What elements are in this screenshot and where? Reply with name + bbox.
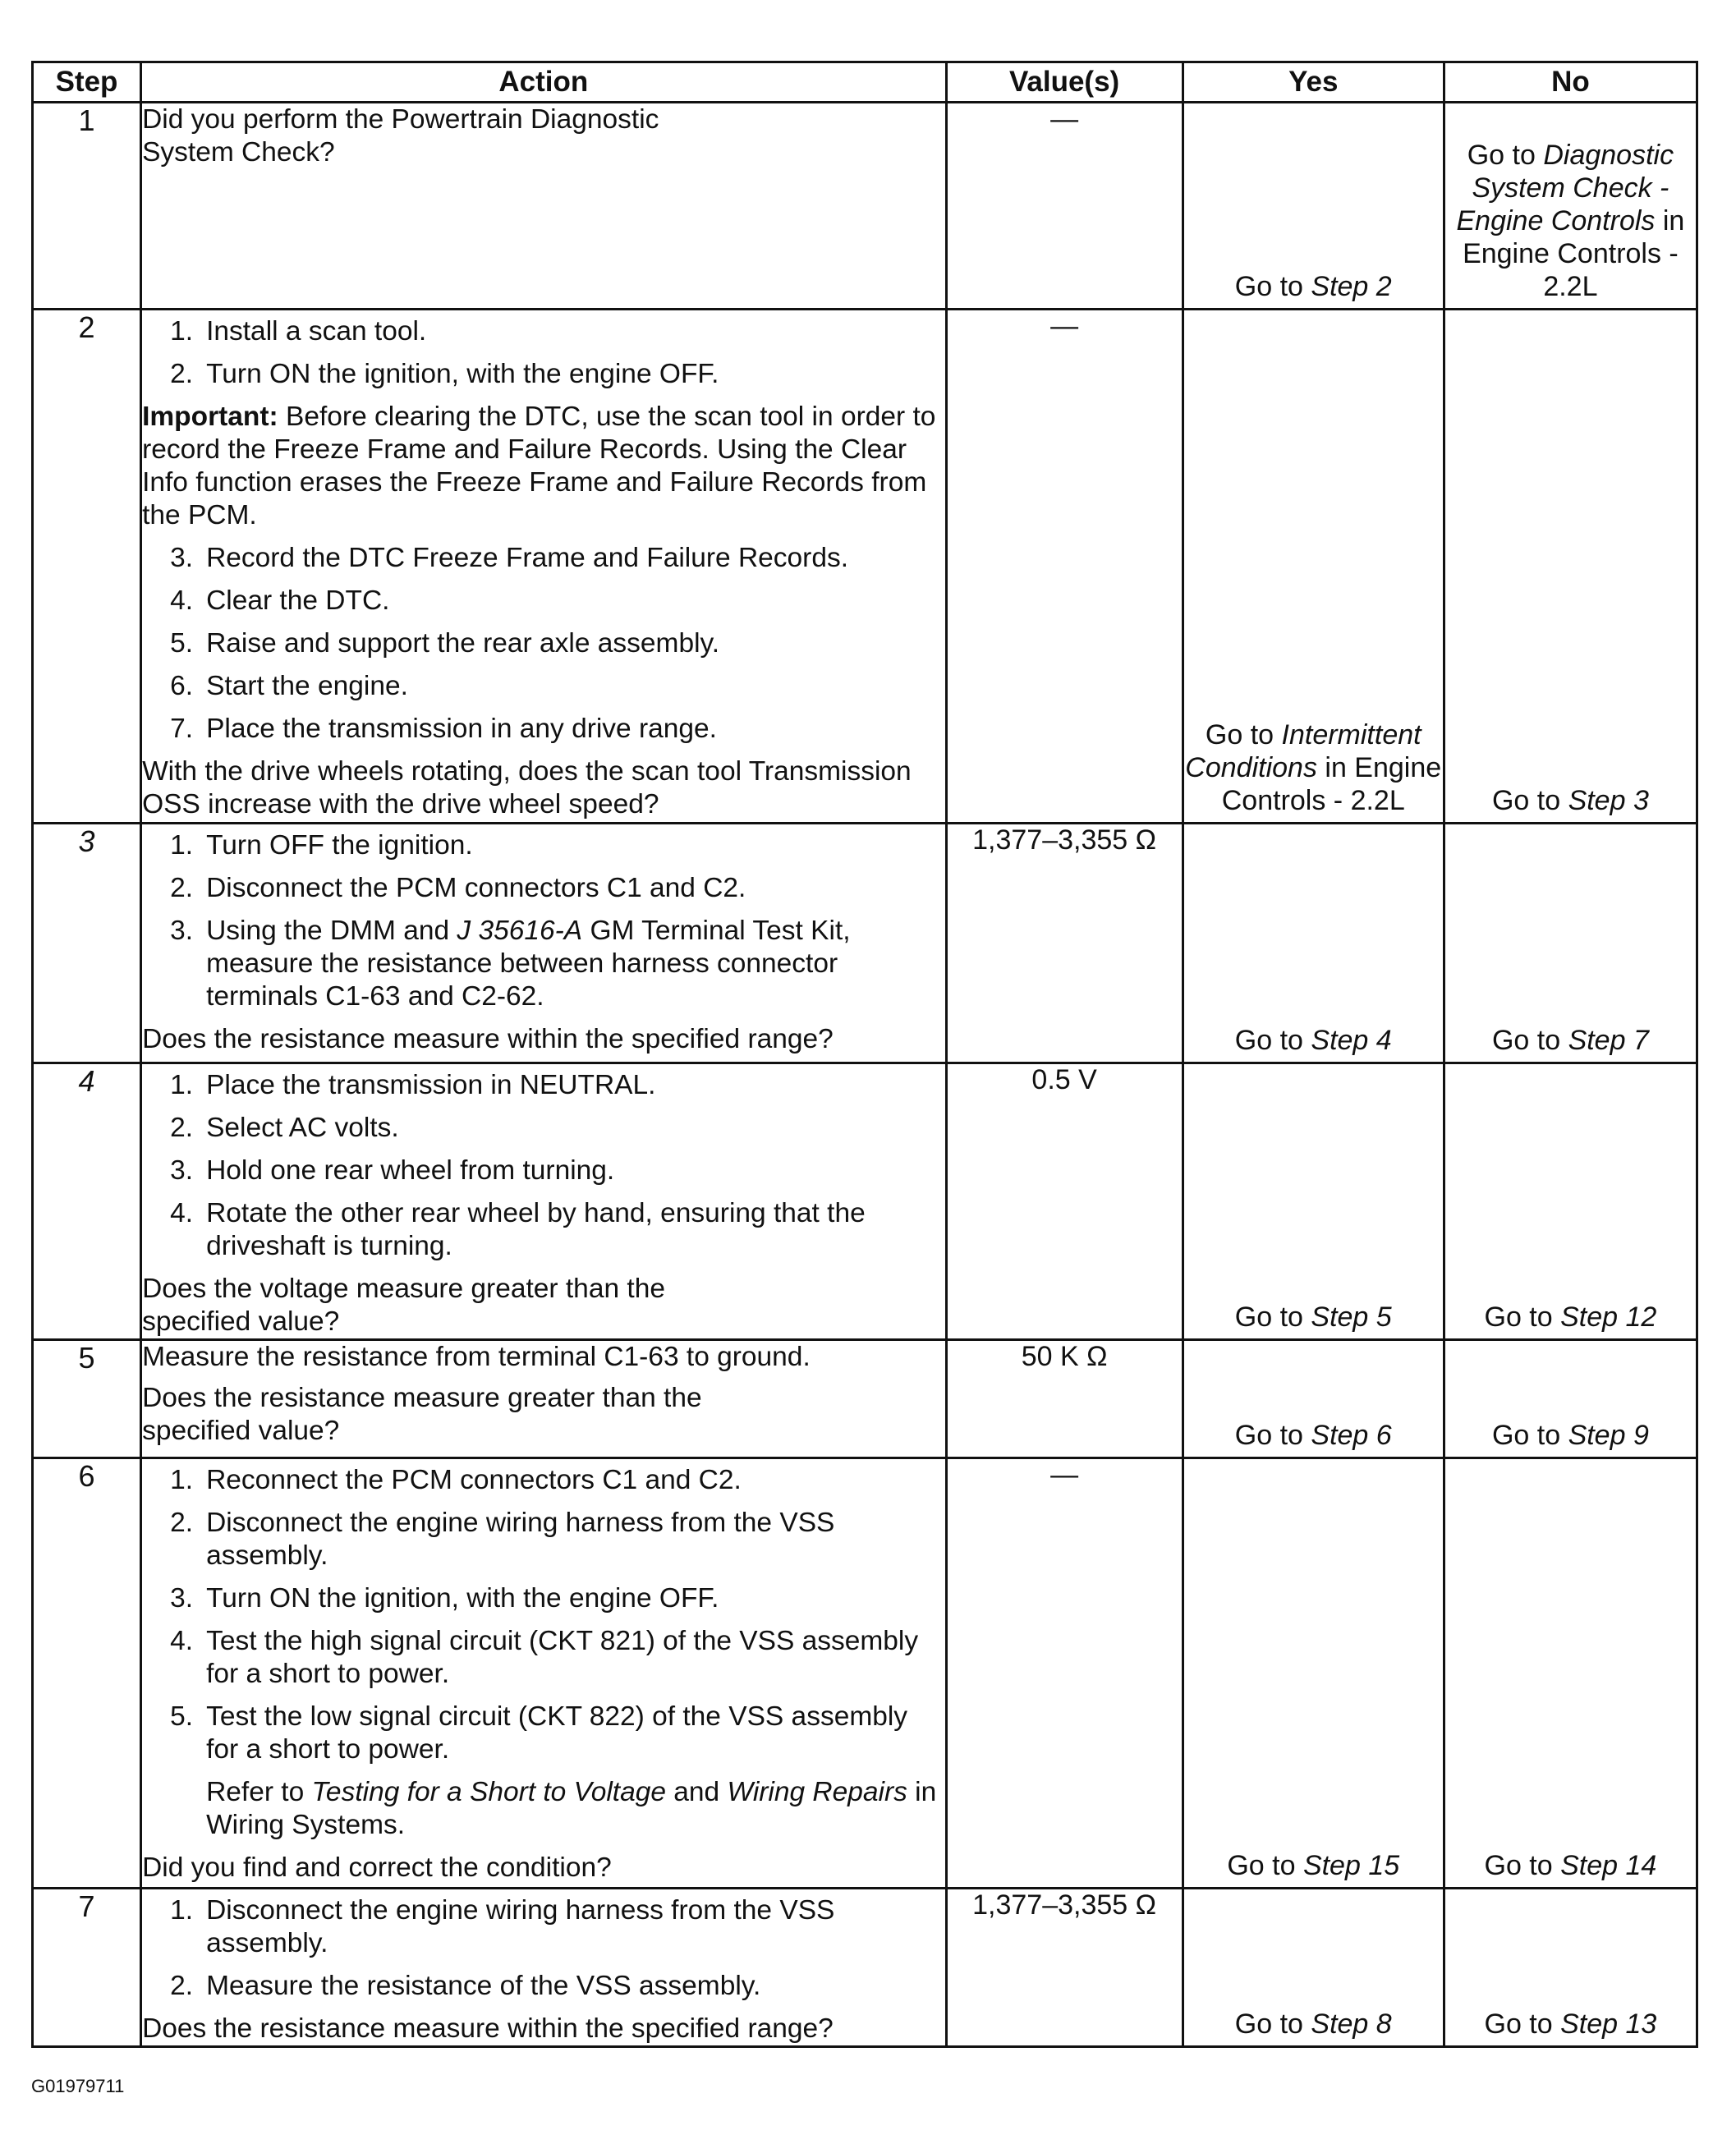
table-row-step-5	[33, 1340, 1697, 1458]
list-item: 7. Place the transmission in any drive range.	[170, 714, 717, 744]
important-note	[142, 401, 944, 532]
list-number: 1.	[170, 1465, 194, 1495]
list-number: 2.	[170, 359, 194, 389]
table-row-step-7	[33, 1889, 1697, 2047]
list-item: 2. Select AC volts.	[170, 1113, 399, 1143]
step-number: 6	[33, 1458, 141, 1889]
action-question: Did you find and correct the condition?	[142, 1852, 612, 1883]
yes-cell	[1183, 1889, 1444, 2047]
list-number: 1.	[170, 1895, 194, 1926]
no-cell	[1444, 1458, 1697, 1889]
list-item: 5. Raise and support the rear axle assembly.	[170, 628, 720, 659]
no-cell	[1444, 1889, 1697, 2047]
list-number: 3.	[170, 543, 194, 573]
yes-cell	[1183, 103, 1444, 310]
action-question: With the drive wheels rotating, does the scan tool Transmission OSS increase with the drive wheel speed?	[142, 756, 912, 819]
no-result: Go to Step 12	[1484, 1301, 1657, 1333]
list-number: 3.	[170, 1583, 194, 1614]
list-number: 1.	[170, 1070, 194, 1100]
header-step: Step	[33, 62, 141, 103]
diagnostic-table	[31, 61, 1698, 2048]
list-number: 5.	[170, 1701, 194, 1732]
yes-result: Go to Step 5	[1234, 1301, 1392, 1333]
value-cell: —	[946, 310, 1183, 824]
no-cell	[1444, 103, 1697, 310]
list-item: 3. Record the DTC Freeze Frame and Failure Records.	[170, 543, 849, 573]
step-number: 2	[33, 310, 141, 824]
value-cell: 1,377–3,355 Ω	[946, 824, 1183, 1063]
step-number: 4	[33, 1063, 141, 1340]
list-item: 2. Turn ON the ignition, with the engine OFF.	[170, 359, 719, 389]
list-item: 4. Test the high signal circuit (CKT 821) of the VSS assembly for a short to power.	[170, 1626, 919, 1689]
action-question: Does the resistance measure within the specified range?	[142, 2013, 834, 2044]
list-item: 1. Reconnect the PCM connectors C1 and C2.	[170, 1465, 742, 1495]
list-number: 6.	[170, 671, 194, 701]
no-result: Go to Step 14	[1484, 1850, 1657, 1881]
yes-result: Go to Step 8	[1234, 2008, 1392, 2040]
yes-cell	[1183, 1340, 1444, 1458]
header-row	[33, 62, 1697, 103]
no-cell	[1444, 824, 1697, 1063]
yes-result: Go to Step 15	[1227, 1850, 1400, 1881]
list-number: 1.	[170, 316, 194, 347]
action-cell	[141, 1889, 946, 2047]
action-question: Did you perform the Powertrain Diagnostic System Check?	[142, 104, 659, 168]
step-number: 7	[33, 1889, 141, 2047]
no-result: Go to Step 9	[1491, 1420, 1649, 1451]
action-cell	[141, 1063, 946, 1340]
list-item: 1. Place the transmission in NEUTRAL.	[170, 1070, 656, 1100]
header-no: No	[1444, 62, 1697, 103]
list-item: 2. Measure the resistance of the VSS assembly.	[170, 1971, 761, 2001]
action-cell	[141, 103, 946, 310]
list-item: 6. Start the engine.	[170, 671, 408, 701]
list-number: 1.	[170, 830, 194, 861]
action-cell	[141, 824, 946, 1063]
list-item: 2. Disconnect the PCM connectors C1 and C2.	[170, 873, 746, 903]
list-item: 1. Turn OFF the ignition.	[170, 830, 473, 861]
list-item: 1. Install a scan tool.	[170, 316, 427, 347]
header-action: Action	[141, 62, 946, 103]
value-cell: 0.5 V	[946, 1063, 1183, 1340]
list-item: 4. Clear the DTC.	[170, 585, 390, 616]
header-values: Value(s)	[946, 62, 1183, 103]
yes-result: Go to Step 2	[1234, 271, 1392, 302]
list-number: 4.	[170, 1198, 194, 1228]
list-item: 1. Disconnect the engine wiring harness from the VSS assembly.	[170, 1895, 835, 1958]
list-item: 4. Rotate the other rear wheel by hand, ensuring that the driveshaft is turning.	[170, 1198, 866, 1261]
yes-cell	[1183, 1063, 1444, 1340]
table-row-step-3	[33, 824, 1697, 1063]
no-cell	[1444, 1340, 1697, 1458]
table-row-step-4	[33, 1063, 1697, 1340]
no-result: Go to Step 3	[1491, 785, 1649, 816]
list-number: 4.	[170, 585, 194, 616]
yes-cell	[1183, 310, 1444, 824]
list-number: 2.	[170, 1971, 194, 2001]
list-item: 3. Turn ON the ignition, with the engine OFF.	[170, 1583, 719, 1614]
no-cell	[1444, 1063, 1697, 1340]
list-item: 3. Hold one rear wheel from turning.	[170, 1155, 615, 1186]
value-cell: —	[946, 1458, 1183, 1889]
list-number: 2.	[170, 1113, 194, 1143]
table-row-step-1	[33, 103, 1697, 310]
yes-cell	[1183, 1458, 1444, 1889]
no-cell	[1444, 310, 1697, 824]
refer-note: Refer to Testing for a Short to Voltage and Wiring Repairs in Wiring Systems.	[206, 1777, 937, 1840]
important-text: Before clearing the DTC, use the scan tool in order to record the Freeze Frame and Failure Records. Using the Clear Info function erases the Freeze Frame and Failure Records from the PCM.	[142, 402, 936, 530]
list-number: 5.	[170, 628, 194, 659]
yes-cell	[1183, 824, 1444, 1063]
list-number: 2.	[170, 1508, 194, 1538]
list-item: 5. Test the low signal circuit (CKT 822) of the VSS assembly for a short to power.	[170, 1701, 908, 1765]
value-cell: 1,377–3,355 Ω	[946, 1889, 1183, 2047]
step-number: 5	[33, 1340, 141, 1458]
action-cell	[141, 1340, 946, 1458]
list-item: 3. Using the DMM and J 35616-A GM Terminal Test Kit, measure the resistance between harness connector terminals C1-63 and C2-62.	[170, 916, 851, 1012]
action-lead: Measure the resistance from terminal C1-63 to ground.	[142, 1342, 811, 1372]
step-number: 1	[33, 103, 141, 310]
list-item: 2. Disconnect the engine wiring harness from the VSS assembly.	[170, 1508, 835, 1571]
action-question: Does the voltage measure greater than the specified value?	[142, 1274, 665, 1337]
header-yes: Yes	[1183, 62, 1444, 103]
figure-id: G01979711	[31, 2076, 125, 2096]
yes-result: Go to Intermittent Conditions in Engine Controls - 2.2L	[1185, 719, 1442, 816]
action-question: Does the resistance measure within the specified range?	[142, 1024, 834, 1054]
no-result: Go to Diagnostic System Check - Engine Controls in Engine Controls - 2.2L	[1456, 140, 1685, 302]
list-number: 7.	[170, 714, 194, 744]
value-cell: —	[946, 103, 1183, 310]
yes-result: Go to Step 4	[1234, 1025, 1392, 1056]
list-number: 3.	[170, 916, 194, 946]
no-result: Go to Step 7	[1491, 1025, 1649, 1056]
list-number: 2.	[170, 873, 194, 903]
action-question: Does the resistance measure greater than the specified value?	[142, 1383, 702, 1446]
table-row-step-2	[33, 310, 1697, 824]
important-label: Important:	[142, 402, 278, 432]
action-cell	[141, 310, 946, 824]
yes-result: Go to Step 6	[1234, 1420, 1392, 1451]
table-row-step-6	[33, 1458, 1697, 1889]
value-cell: 50 K Ω	[946, 1340, 1183, 1458]
no-result: Go to Step 13	[1484, 2008, 1657, 2040]
action-cell	[141, 1458, 946, 1889]
step-number: 3	[33, 824, 141, 1063]
list-number: 4.	[170, 1626, 194, 1656]
list-number: 3.	[170, 1155, 194, 1186]
